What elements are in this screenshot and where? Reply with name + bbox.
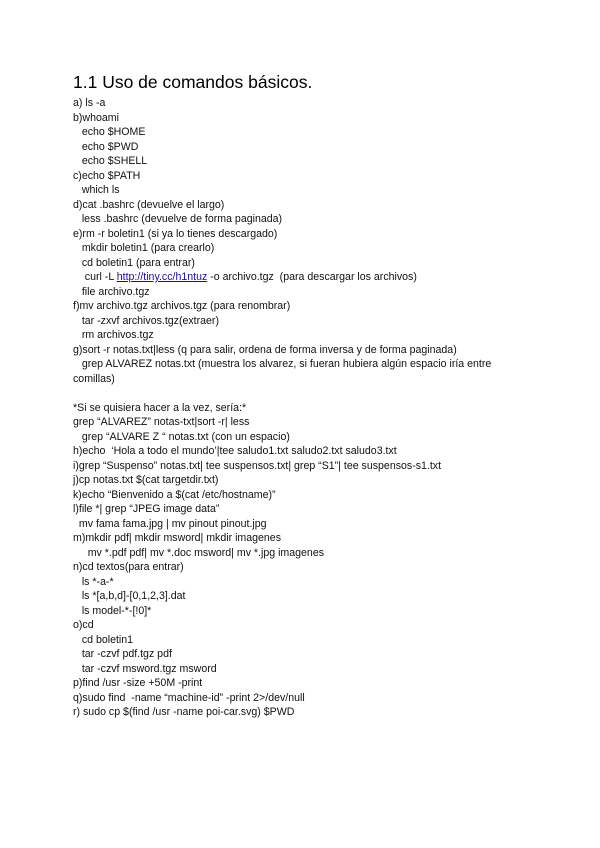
text-line [73,314,600,329]
text-line [73,488,600,503]
line-text: ls *-a-* [73,575,114,588]
text-line [73,589,600,604]
text-line [73,647,600,662]
line-text: mkdir boletin1 (para crearlo) [73,242,215,254]
text-line [73,154,600,169]
line-text: curl -L [73,271,117,283]
text-line [73,676,600,691]
line-text: b)whoami [73,111,119,124]
text-line [73,517,600,532]
line-text: grep “ALVAREZ” notas-txt|sort -r| less [73,416,250,428]
text-line [73,546,600,561]
line-text: tar -czvf pdf.tgz pdf [73,648,172,660]
line-text: *Si se quisiera hacer a la vez, sería:* [73,401,247,414]
text-line [73,140,600,155]
line-text: h)echo ‘Hola a todo el mundo’|tee saludo1.txt saludo2.txt saludo3.txt [73,445,397,457]
text-line [73,169,600,184]
line-text: l)file *| grep “JPEG image data” [73,503,220,515]
text-line [73,444,600,459]
text-line [73,604,600,619]
line-text: mv *.pdf pdf| mv *.doc msword| mv *.jpg imagenes [73,546,325,559]
text-line [73,111,600,126]
text-line [73,372,600,387]
line-text: j)cp notas.txt $(cat targetdir.txt) [73,474,219,486]
text-line [73,285,600,300]
text-line [73,96,600,111]
text-line [73,256,600,271]
line-text: echo $PWD [73,140,139,153]
text-line [73,415,600,430]
command-list [73,96,600,720]
line-text: file archivo.tgz [73,285,150,298]
text-line [73,459,600,474]
line-text: c)echo $PATH [73,169,141,182]
text-line [73,125,600,140]
line-text: rm archivos.tgz [73,329,154,341]
line-text: grep ALVAREZ notas.txt (muestra los alvarez, si fueran hubiera algún espacio iría entre [73,358,492,370]
line-text: cd boletin1 (para entrar) [73,256,195,269]
text-line [73,401,600,416]
line-text: echo $SHELL [73,155,148,167]
text-line [73,502,600,517]
line-text: ls model-*-[!0]* [73,604,152,617]
line-text: comillas) [73,372,115,385]
line-text-after: -o archivo.tgz (para descargar los archivos) [207,271,417,283]
page-title: 1.1 Uso de comandos básicos. [73,72,313,92]
line-text: mv fama fama.jpg | mv pinout pinout.jpg [73,517,267,530]
text-line [73,357,600,372]
text-line [73,386,600,401]
line-text: f)mv archivo.tgz archivos.tgz (para renombrar) [73,300,291,312]
line-text: p)find /usr -size +50M -print [73,677,203,689]
text-line [73,198,600,213]
line-text: q)sudo find -name “machine-id” -print 2>/dev/null [73,691,305,704]
download-link[interactable]: http://tiny.cc/h1ntuz [116,271,208,283]
line-text: grep “ALVARE Z “ notas.txt (con un espacio) [73,430,290,443]
line-text: less .bashrc (devuelve de forma paginada) [73,213,283,225]
line-text: d)cat .bashrc (devuelve el largo) [73,198,225,211]
text-line [73,531,600,546]
text-line [73,473,600,488]
text-line [73,560,600,575]
text-line [73,183,600,198]
line-text: r) sudo cp $(find /usr -name poi-car.svg) $PWD [73,706,295,718]
line-text: i)grep “Suspenso” notas.txt| tee suspensos.txt| grep “S1”| tee suspensos-s1.txt [73,459,442,472]
text-line [73,691,600,706]
line-text: n)cd textos(para entrar) [73,561,184,573]
text-line [73,212,600,227]
line-text: k)echo “Bienvenido a $(cat /etc/hostname)” [73,488,276,501]
line-text: tar -czvf msword.tgz msword [73,662,217,675]
text-line [73,270,600,285]
line-text: g)sort -r notas.txt|less (q para salir, ordena de forma inversa y de forma paginada) [73,343,457,356]
line-text: e)rm -r boletin1 (si ya lo tienes descargado) [73,227,278,240]
text-line [73,430,600,445]
line-text: o)cd [73,619,94,631]
text-line [73,227,600,242]
text-line [73,241,600,256]
text-line [73,328,600,343]
text-line [73,299,600,314]
line-text: ls *[a,b,d]-[0,1,2,3].dat [73,590,186,602]
text-line [73,618,600,633]
text-line [73,662,600,677]
line-text: cd boletin1 [73,633,134,646]
text-line [73,633,600,648]
line-text: m)mkdir pdf| mkdir msword| mkdir imagenes [73,532,282,544]
line-text: which ls [73,184,120,196]
line-text: a) ls -a [73,97,106,109]
line-text: tar -zxvf archivos.tgz(extraer) [73,314,219,327]
text-line [73,575,600,590]
text-line [73,705,600,720]
text-line [73,343,600,358]
line-text: echo $HOME [73,126,146,138]
